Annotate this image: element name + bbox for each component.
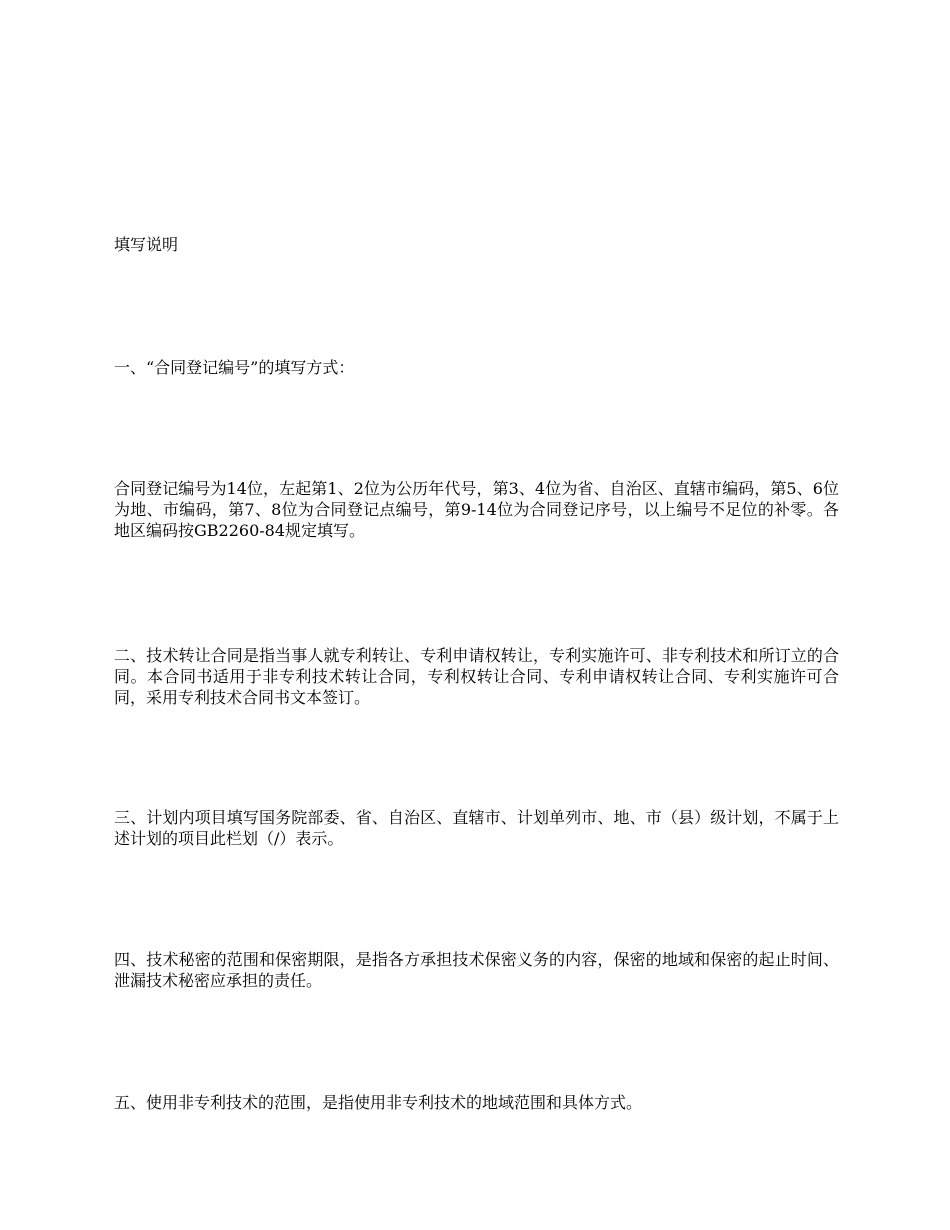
section-1-body: 合同登记编号为14位，左起第1、2位为公历年代号，第3、4位为省、自治区、直辖市编码，第5、6位为地、市编码，第7、8位为合同登记点编号，第9-14位为合同登记序号，以上编号不足位的补零。各地区编码按GB2260-84规定填写。 [114, 479, 839, 540]
document-title: 填写说明 [114, 235, 179, 254]
section-1-heading: 一、“合同登记编号”的填写方式： [114, 358, 355, 377]
section-3-paragraph: 三、计划内项目填写国务院部委、省、自治区、直辖市、计划单列市、地、市（县）级计划，不属于上述计划的项目此栏划（/）表示。 [114, 808, 839, 848]
section-5-paragraph: 五、使用非专利技术的范围，是指使用非专利技术的地域范围和具体方式。 [114, 1093, 643, 1112]
section-2-paragraph: 二、技术转让合同是指当事人就专利转让、专利申请权转让，专利实施许可、非专利技术和所订立的合同。本合同书适用于非专利技术转让合同，专利权转让合同、专利申请权转让合同、专利实施许可合同，采用专利技术合同书文本签订。 [114, 646, 839, 707]
section-4-paragraph: 四、技术秘密的范围和保密期限，是指各方承担技术保密义务的内容，保密的地域和保密的起止时间、泄漏技术秘密应承担的责任。 [114, 950, 839, 990]
